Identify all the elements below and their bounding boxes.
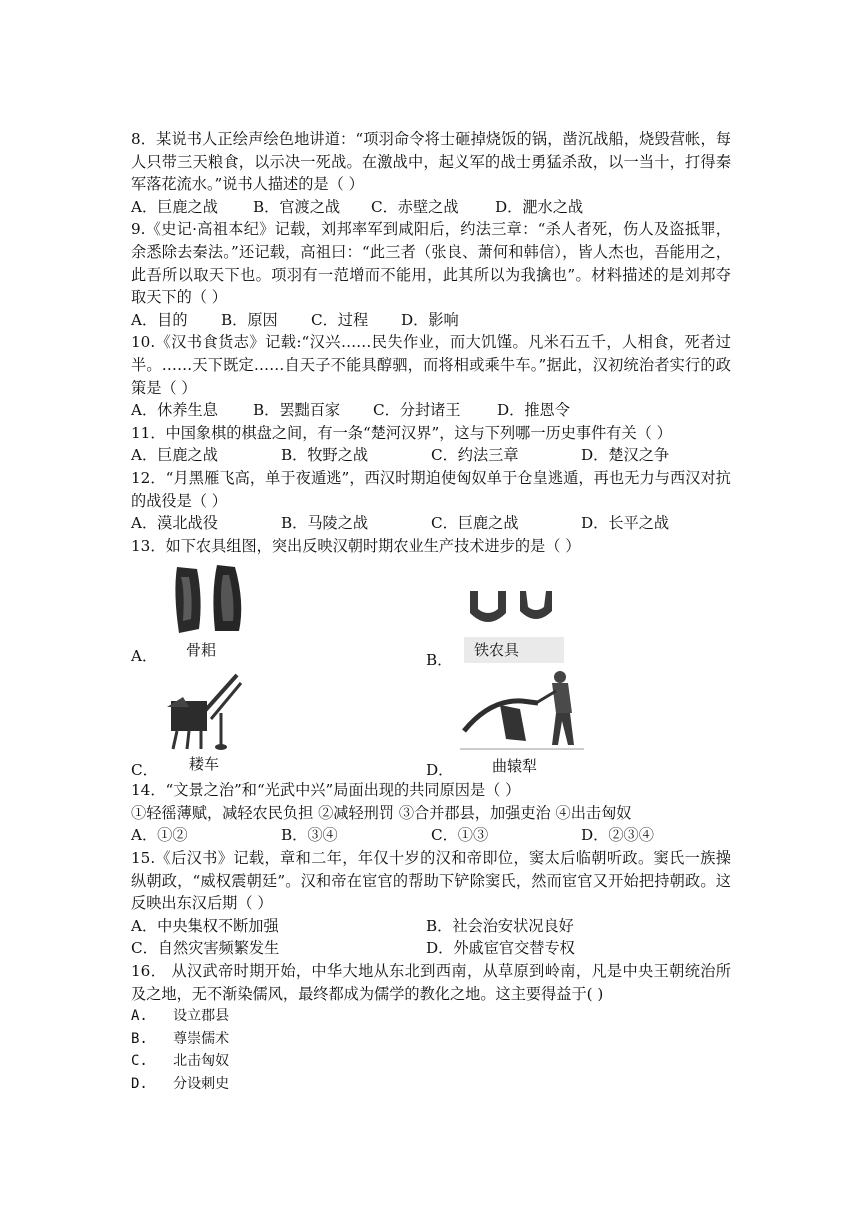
option-a[interactable]: A. 设立郡县 — [131, 1008, 230, 1025]
question-15-stem: 15.《后汉书》记载，章和二年，年仅十岁的汉和帝即位，窦太后临朝听政。窦氏一族操纵朝政，“威权震朝廷”。汉和帝在宦官的帮助下铲除窦氏，然而宦官又开始把持朝政。这反映出东汉后期（ ） — [131, 849, 731, 913]
option-a-caption: 骨耜 — [186, 641, 217, 660]
option-a[interactable]: A．巨鹿之战 — [131, 197, 218, 216]
question-9 — [131, 218, 731, 331]
question-12 — [131, 467, 731, 535]
option-b[interactable]: B．马陵之战 — [281, 514, 369, 533]
option-c-letter: C． — [131, 760, 158, 779]
option-b[interactable]: B．官渡之战 — [253, 197, 341, 216]
curved-plough-icon — [460, 669, 584, 755]
option-d[interactable]: D．②③④ — [581, 826, 654, 845]
option-a[interactable]: A．漠北战役 — [131, 514, 218, 533]
option-d[interactable]: D．推恩令 — [497, 401, 570, 420]
option-a[interactable]: A．中央集权不断加强 — [131, 916, 279, 935]
option-a-letter: A． — [131, 646, 158, 665]
question-11-stem: 11．中国象棋的棋盘之间，有一条“楚河汉界”，这与下列哪一历史事件有关（ ） — [131, 423, 672, 442]
question-14-items: ①轻徭薄赋，减轻农民负担 ②减轻刑罚 ③合并郡县，加强吏治 ④出击匈奴 — [131, 803, 632, 822]
question-11-options — [131, 444, 731, 467]
option-d-letter: D． — [426, 760, 454, 779]
option-d[interactable]: D．长平之战 — [581, 514, 670, 533]
question-9-stem: 9.《史记·高祖本纪》记载，刘邦率军到咸阳后，约法三章：“杀人者死，伤人及盗抵罪，余悉除去秦法。”还记载，高祖曰：“此三者（张良、萧何和韩信），皆人杰也，吾能用之，此吾所以取天下也。项羽有一范增而不能用，此其所以为我擒也”。材料描述的是刘邦夺取天下的（ ） — [131, 220, 731, 307]
option-c[interactable] — [131, 669, 426, 779]
option-d[interactable]: D．淝水之战 — [495, 197, 584, 216]
option-c[interactable]: C．约法三章 — [431, 446, 519, 465]
option-b[interactable]: B．牧野之战 — [281, 446, 369, 465]
question-10-stem: 10.《汉书食货志》记载:“汉兴……民失作业，而大饥馑。凡米石五千，人相食，死者过半。……天下既定……自天子不能具醇驷，而将相或乘牛车。”据此，汉初统治者实行的政策是（ ） — [131, 333, 731, 397]
question-14-options — [131, 824, 731, 847]
question-13-stem: 13．如下农具组图，突出反映汉朝时期农业生产技术进步的是（ ） — [131, 536, 581, 555]
option-c[interactable]: C．自然灾害频繁发生 — [131, 939, 280, 958]
option-b[interactable]: B．社会治安状况良好 — [426, 916, 574, 935]
option-a[interactable]: A．目的 — [131, 310, 188, 329]
option-d[interactable]: D. 分设刺史 — [131, 1076, 230, 1092]
question-10-options — [131, 399, 731, 422]
option-a[interactable]: A．休养生息 — [131, 401, 218, 420]
question-8 — [131, 128, 731, 218]
option-b[interactable] — [426, 557, 731, 669]
question-12-stem: 12．“月黑雁飞高，单于夜遁逃”，西汉时期迫使匈奴单于仓皇逃遁，再也无力与西汉对抗的战役是（ ） — [131, 468, 731, 510]
iron-farm-tools-icon — [464, 587, 560, 637]
option-a[interactable]: A．①② — [131, 826, 188, 845]
question-16 — [131, 960, 731, 1096]
question-11 — [131, 422, 731, 467]
seed-drill-icon — [163, 673, 243, 753]
question-16-stem: 16． 从汉武帝时期开始，中华大地从东北到西南，从草原到岭南，凡是中央王朝统治所及之地，无不渐染儒风，最终都成为儒学的教化之地。这主要得益于( ) — [131, 962, 731, 1003]
exam-page — [131, 128, 731, 1096]
option-d[interactable]: D．影响 — [401, 310, 459, 329]
question-15 — [131, 847, 731, 960]
option-c[interactable]: C．①③ — [431, 826, 489, 845]
bone-spade-icon — [169, 563, 249, 635]
question-10 — [131, 331, 731, 421]
option-b[interactable]: B．罢黜百家 — [253, 401, 341, 420]
question-9-options — [131, 309, 731, 332]
option-b[interactable]: B．③④ — [281, 826, 338, 845]
question-13-row-1 — [131, 557, 731, 669]
option-c[interactable]: C. 北击匈奴 — [131, 1053, 230, 1070]
option-c[interactable]: C．分封诸王 — [373, 401, 461, 420]
option-a[interactable]: A．巨鹿之战 — [131, 446, 218, 465]
question-14 — [131, 779, 731, 847]
option-c[interactable]: C．赤壁之战 — [371, 197, 459, 216]
question-15-options — [131, 915, 731, 960]
option-d[interactable]: D．楚汉之争 — [581, 446, 670, 465]
question-13-row-2 — [131, 669, 731, 779]
question-14-stem: 14．“文景之治”和“光武中兴”局面出现的共同原因是（ ） — [131, 781, 521, 800]
option-b-caption: 铁农具 — [474, 641, 520, 660]
option-b[interactable]: B．原因 — [221, 310, 278, 329]
option-c[interactable]: C．巨鹿之战 — [431, 514, 519, 533]
question-12-options — [131, 512, 731, 535]
option-d-caption: 曲辕犁 — [492, 757, 538, 776]
option-b[interactable]: B. 尊崇儒术 — [131, 1030, 230, 1047]
option-c-caption: 耧车 — [189, 755, 220, 774]
option-b-letter: B． — [426, 650, 453, 669]
question-8-options — [131, 196, 731, 219]
question-8-stem: 8．某说书人正绘声绘色地讲道：“项羽命令将士砸掉烧饭的锅，凿沉战船，烧毁营帐，每人只带三天粮食，以示决一死战。在激战中，起义军的战士勇猛杀敌，以一当十，打得秦军落花流水。”说书人描述的是（ ） — [131, 130, 731, 194]
option-d[interactable] — [426, 669, 731, 779]
option-d[interactable]: D．外戚宦官交替专权 — [426, 939, 575, 958]
option-c[interactable]: C．过程 — [311, 310, 369, 329]
question-13 — [131, 535, 731, 780]
option-a[interactable] — [131, 557, 426, 669]
